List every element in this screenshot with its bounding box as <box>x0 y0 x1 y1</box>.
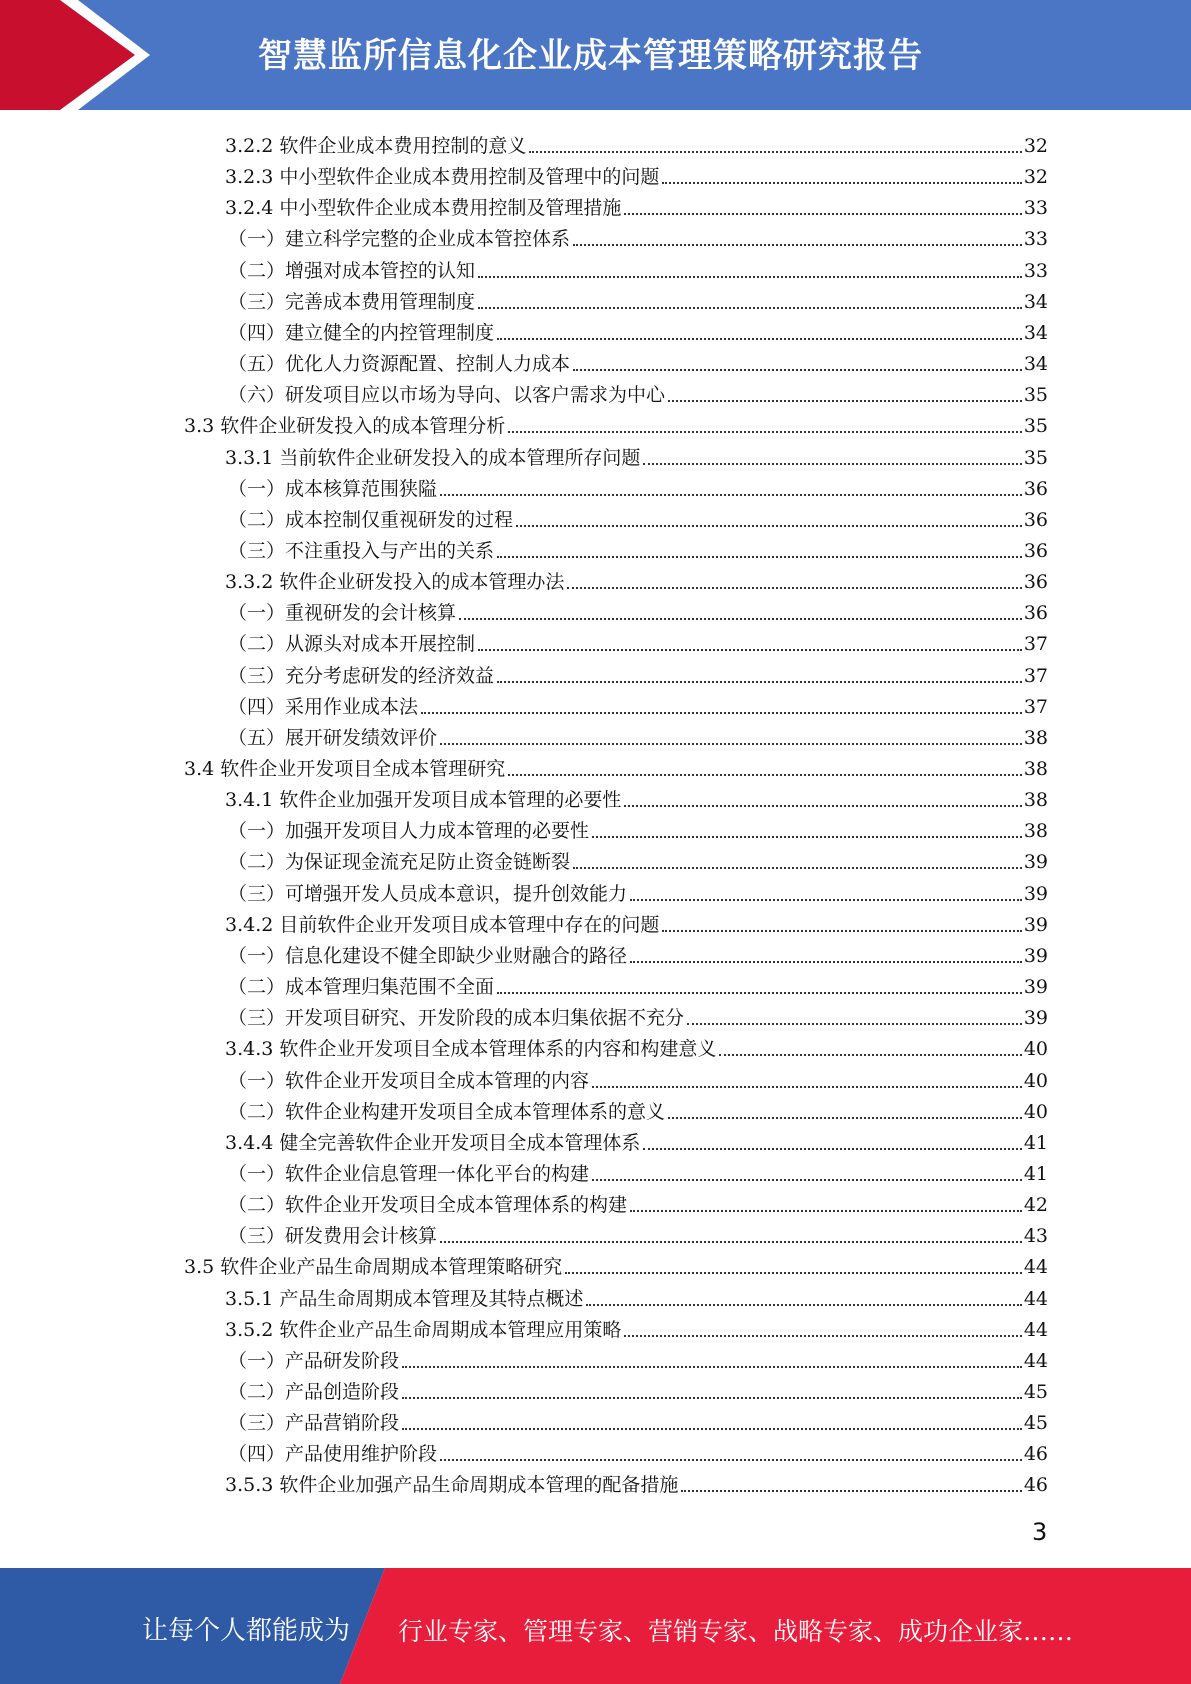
toc-entry-page: 44 <box>1023 1318 1048 1341</box>
toc-entry-page: 37 <box>1023 695 1048 718</box>
report-title: 智慧监所信息化企业成本管理策略研究报告 <box>258 36 923 76</box>
toc-dot-leader <box>662 930 1021 932</box>
toc-entry-page: 36 <box>1023 571 1048 594</box>
toc-entry[interactable] <box>228 1094 1048 1125</box>
toc-dot-leader <box>497 338 1022 340</box>
toc-entry[interactable] <box>228 1218 1048 1249</box>
toc-entry-label: （二）软件企业开发项目全成本管理体系的构建 <box>228 1194 628 1217</box>
toc-entry-label: 3.2.3 中小型软件企业成本费用控制及管理中的问题 <box>225 166 660 189</box>
toc-dot-leader <box>592 1086 1022 1088</box>
toc-entry[interactable] <box>225 907 1048 938</box>
toc-dot-leader <box>497 992 1022 994</box>
toc-entry[interactable] <box>228 938 1048 969</box>
toc-dot-leader <box>529 151 1021 153</box>
toc-entry-label: （一）重视研发的会计核算 <box>228 602 457 625</box>
toc-dot-leader <box>478 307 1022 309</box>
toc-entry-label: （二）从源头对成本开展控制 <box>228 633 476 656</box>
toc-entry-page: 40 <box>1023 1038 1048 1061</box>
toc-entry-page: 36 <box>1023 602 1048 625</box>
toc-dot-leader <box>459 618 1022 620</box>
toc-dot-leader <box>508 431 1022 433</box>
toc-entry[interactable] <box>225 1031 1048 1062</box>
toc-entry-page: 40 <box>1023 1100 1048 1123</box>
toc-dot-leader <box>624 805 1021 807</box>
toc-entry-page: 34 <box>1023 353 1048 376</box>
toc-entry[interactable] <box>228 1405 1048 1436</box>
toc-dot-leader <box>573 244 1022 246</box>
toc-entry-page: 35 <box>1023 384 1048 407</box>
toc-entry-page: 34 <box>1023 321 1048 344</box>
toc-entry-page: 38 <box>1023 820 1048 843</box>
toc-entry-page: 39 <box>1023 851 1048 874</box>
toc-dot-leader <box>662 182 1021 184</box>
toc-entry-label: 3.5.2 软件企业产品生命周期成本管理应用策略 <box>225 1318 622 1341</box>
toc-entry[interactable] <box>228 471 1048 502</box>
toc-entry[interactable] <box>228 813 1048 844</box>
page-number: 3 <box>1032 1518 1048 1546</box>
toc-entry-page: 39 <box>1023 976 1048 999</box>
toc-entry-label: （三）完善成本费用管理制度 <box>228 290 476 313</box>
toc-entry-page: 32 <box>1023 166 1048 189</box>
toc-entry[interactable] <box>228 1374 1048 1405</box>
toc-dot-leader <box>586 1304 1021 1306</box>
toc-dot-leader <box>440 494 1022 496</box>
header-arrow-decoration <box>0 0 160 110</box>
toc-entry-label: 3.3 软件企业研发投入的成本管理分析 <box>184 415 506 438</box>
toc-entry-page: 34 <box>1023 290 1048 313</box>
toc-entry-page: 46 <box>1023 1443 1048 1466</box>
toc-dot-leader <box>402 1428 1022 1430</box>
toc-entry-label: （四）采用作业成本法 <box>228 695 419 718</box>
toc-entry-label: （一）信息化建设不健全即缺少业财融合的路径 <box>228 944 628 967</box>
toc-dot-leader <box>516 525 1022 527</box>
toc-entry-label: （二）软件企业构建开发项目全成本管理体系的意义 <box>228 1100 666 1123</box>
toc-entry[interactable] <box>228 346 1048 377</box>
toc-entry-page: 39 <box>1023 944 1048 967</box>
toc-dot-leader <box>567 587 1021 589</box>
toc-entry-label: 3.2.4 中小型软件企业成本费用控制及管理措施 <box>225 197 622 220</box>
toc-entry-label: （一）成本核算范围狭隘 <box>228 477 438 500</box>
toc-entry-label: 3.4.1 软件企业加强开发项目成本管理的必要性 <box>225 789 622 812</box>
footer-slogan-right: 行业专家、管理专家、营销专家、战略专家、成功企业家…… <box>398 1617 1074 1646</box>
toc-entry[interactable] <box>228 658 1048 689</box>
toc-entry[interactable] <box>184 751 1048 782</box>
toc-entry-label: （二）产品创造阶段 <box>228 1381 400 1403</box>
toc-entry-page: 44 <box>1023 1349 1048 1372</box>
toc-dot-leader <box>402 1366 1022 1368</box>
toc-entry[interactable] <box>228 377 1048 408</box>
toc-dot-leader <box>719 1054 1021 1056</box>
toc-dot-leader <box>630 1210 1022 1212</box>
toc-entry[interactable] <box>228 1063 1048 1094</box>
toc-dot-leader <box>573 369 1022 371</box>
toc-entry[interactable] <box>228 502 1048 533</box>
toc-entry-page: 33 <box>1023 197 1048 220</box>
toc-entry-label: 3.3.2 软件企业研发投入的成本管理办法 <box>225 571 565 594</box>
toc-entry[interactable] <box>228 315 1048 346</box>
toc-entry[interactable] <box>225 1281 1048 1312</box>
toc-dot-leader <box>668 400 1022 402</box>
toc-entry-page: 42 <box>1023 1194 1048 1217</box>
toc-entry-label: （二）增强对成本管控的认知 <box>228 259 476 282</box>
toc-entry-page: 45 <box>1023 1412 1048 1435</box>
toc-dot-leader <box>624 213 1021 215</box>
toc-entry[interactable] <box>184 1249 1048 1280</box>
toc-entry[interactable] <box>225 190 1048 221</box>
toc-dot-leader <box>497 681 1022 683</box>
toc-entry-label: （五）优化人力资源配置、控制人力成本 <box>228 353 571 376</box>
toc-entry-page: 36 <box>1023 508 1048 531</box>
toc-entry-label: （一）软件企业开发项目全成本管理的内容 <box>228 1069 590 1092</box>
toc-dot-leader <box>573 867 1022 869</box>
toc-entry-page: 41 <box>1023 1131 1048 1154</box>
toc-entry[interactable] <box>225 1312 1048 1343</box>
page-footer <box>0 1568 1191 1684</box>
toc-entry[interactable] <box>184 408 1048 439</box>
toc-entry-page: 39 <box>1023 913 1048 936</box>
toc-entry-page: 44 <box>1023 1256 1048 1279</box>
toc-dot-leader <box>478 276 1022 278</box>
toc-entry-label: （四）建立健全的内控管理制度 <box>228 321 495 344</box>
toc-dot-leader <box>630 899 1022 901</box>
toc-dot-leader <box>592 836 1022 838</box>
toc-entry[interactable] <box>225 128 1048 159</box>
toc-entry[interactable] <box>228 1156 1048 1187</box>
toc-entry[interactable] <box>225 1125 1048 1156</box>
footer-slogan-left: 让每个人都能成为 <box>142 1616 351 1646</box>
toc-entry-label: 3.4.3 软件企业开发项目全成本管理体系的内容和构建意义 <box>225 1038 717 1061</box>
toc-entry-page: 33 <box>1023 228 1048 251</box>
toc-entry-page: 40 <box>1023 1069 1048 1092</box>
toc-entry[interactable] <box>228 720 1048 751</box>
toc-entry-page: 36 <box>1023 539 1048 562</box>
toc-entry-page: 45 <box>1023 1381 1048 1403</box>
toc-dot-leader <box>630 961 1022 963</box>
toc-entry-label: 3.2.2 软件企业成本费用控制的意义 <box>225 135 527 157</box>
toc-dot-leader <box>592 1179 1022 1181</box>
toc-entry-label: （三）研发费用会计核算 <box>228 1225 438 1248</box>
toc-entry[interactable] <box>228 1436 1048 1467</box>
toc-entry-page: 35 <box>1023 415 1048 438</box>
toc-entry-label: （三）不注重投入与产出的关系 <box>228 539 495 562</box>
toc-entry[interactable] <box>228 284 1048 315</box>
toc-entry[interactable] <box>225 159 1048 190</box>
toc-dot-leader <box>668 1117 1022 1119</box>
toc-entry[interactable] <box>228 221 1048 252</box>
toc-entry-page: 41 <box>1023 1162 1048 1185</box>
toc-entry-page: 37 <box>1023 664 1048 687</box>
toc-entry[interactable] <box>228 253 1048 284</box>
toc-dot-leader <box>421 712 1022 714</box>
toc-entry-page: 38 <box>1023 789 1048 812</box>
toc-entry-page: 38 <box>1023 758 1048 780</box>
toc-entry[interactable] <box>228 1187 1048 1218</box>
toc-entry-label: 3.5.1 产品生命周期成本管理及其特点概述 <box>225 1287 584 1310</box>
toc-entry-label: （一）产品研发阶段 <box>228 1349 400 1372</box>
toc-entry-page: 33 <box>1023 259 1048 282</box>
toc-entry-label: （二）成本管理归集范围不全面 <box>228 976 495 999</box>
toc-entry-label: （一）加强开发项目人力成本管理的必要性 <box>228 820 590 843</box>
toc-entry-page: 46 <box>1023 1474 1048 1497</box>
toc-entry-label: （三）充分考虑研发的经济效益 <box>228 664 495 687</box>
toc-entry[interactable] <box>225 440 1048 471</box>
toc-dot-leader <box>687 1023 1022 1025</box>
toc-entry[interactable] <box>228 1000 1048 1031</box>
toc-entry-label: （一）建立科学完整的企业成本管控体系 <box>228 228 571 251</box>
toc-dot-leader <box>681 1490 1021 1492</box>
toc-dot-leader <box>440 743 1022 745</box>
toc-entry-label: （五）展开研发绩效评价 <box>228 726 438 749</box>
toc-entry-label: （三）产品营销阶段 <box>228 1412 400 1435</box>
toc-entry-page: 39 <box>1023 882 1048 905</box>
toc-dot-leader <box>497 556 1022 558</box>
toc-entry[interactable] <box>228 876 1048 907</box>
toc-dot-leader <box>440 1241 1022 1243</box>
toc-entry-label: （二）成本控制仅重视研发的过程 <box>228 508 514 531</box>
toc-dot-leader <box>643 1148 1021 1150</box>
toc-entry-page: 37 <box>1023 633 1048 656</box>
toc-dot-leader <box>565 1272 1022 1274</box>
toc-entry-label: 3.4 软件企业开发项目全成本管理研究 <box>184 758 506 780</box>
toc-entry[interactable] <box>225 1467 1048 1498</box>
toc-entry-label: （一）软件企业信息管理一体化平台的构建 <box>228 1162 590 1185</box>
toc-dot-leader <box>440 1459 1022 1461</box>
toc-entry-label: （三）开发项目研究、开发阶段的成本归集依据不充分 <box>228 1007 685 1030</box>
toc-entry-page: 36 <box>1023 477 1048 500</box>
toc-entry[interactable] <box>228 844 1048 875</box>
toc-entry-page: 38 <box>1023 726 1048 749</box>
toc-entry-label: 3.4.4 健全完善软件企业开发项目全成本管理体系 <box>225 1131 641 1154</box>
toc-entry[interactable] <box>225 564 1048 595</box>
toc-entry[interactable] <box>228 533 1048 564</box>
toc-entry-label: 3.5.3 软件企业加强产品生命周期成本管理的配备措施 <box>225 1474 679 1497</box>
toc-dot-leader <box>478 649 1022 651</box>
toc-entry-label: （四）产品使用维护阶段 <box>228 1443 438 1466</box>
toc-entry-label: 3.3.1 当前软件企业研发投入的成本管理所存问题 <box>225 446 641 469</box>
toc-entry[interactable] <box>228 1343 1048 1374</box>
toc-entry-label: （三）可增强开发人员成本意识，提升创效能力 <box>228 882 628 905</box>
toc-entry-page: 44 <box>1023 1287 1048 1310</box>
toc-entry-label: （二）为保证现金流充足防止资金链断裂 <box>228 851 571 874</box>
toc-dot-leader <box>624 1335 1021 1337</box>
toc-entry-page: 35 <box>1023 446 1048 469</box>
toc-entry-page: 32 <box>1023 135 1048 157</box>
toc-entry-label: 3.4.2 目前软件企业开发项目成本管理中存在的问题 <box>225 913 660 936</box>
toc-entry[interactable] <box>228 689 1048 720</box>
toc-entry-label: 3.5 软件企业产品生命周期成本管理策略研究 <box>184 1256 563 1279</box>
page-header <box>0 0 1191 110</box>
toc-dot-leader <box>508 774 1022 776</box>
toc-entry[interactable] <box>228 626 1048 657</box>
toc-entry-page: 39 <box>1023 1007 1048 1030</box>
toc-entry-page: 43 <box>1023 1225 1048 1248</box>
toc-entry[interactable] <box>228 595 1048 626</box>
toc-entry-label: （六）研发项目应以市场为导向、以客户需求为中心 <box>228 384 666 407</box>
toc-dot-leader <box>643 463 1021 465</box>
toc-entry[interactable] <box>225 782 1048 813</box>
toc-dot-leader <box>402 1397 1022 1399</box>
toc-entry[interactable] <box>228 969 1048 1000</box>
